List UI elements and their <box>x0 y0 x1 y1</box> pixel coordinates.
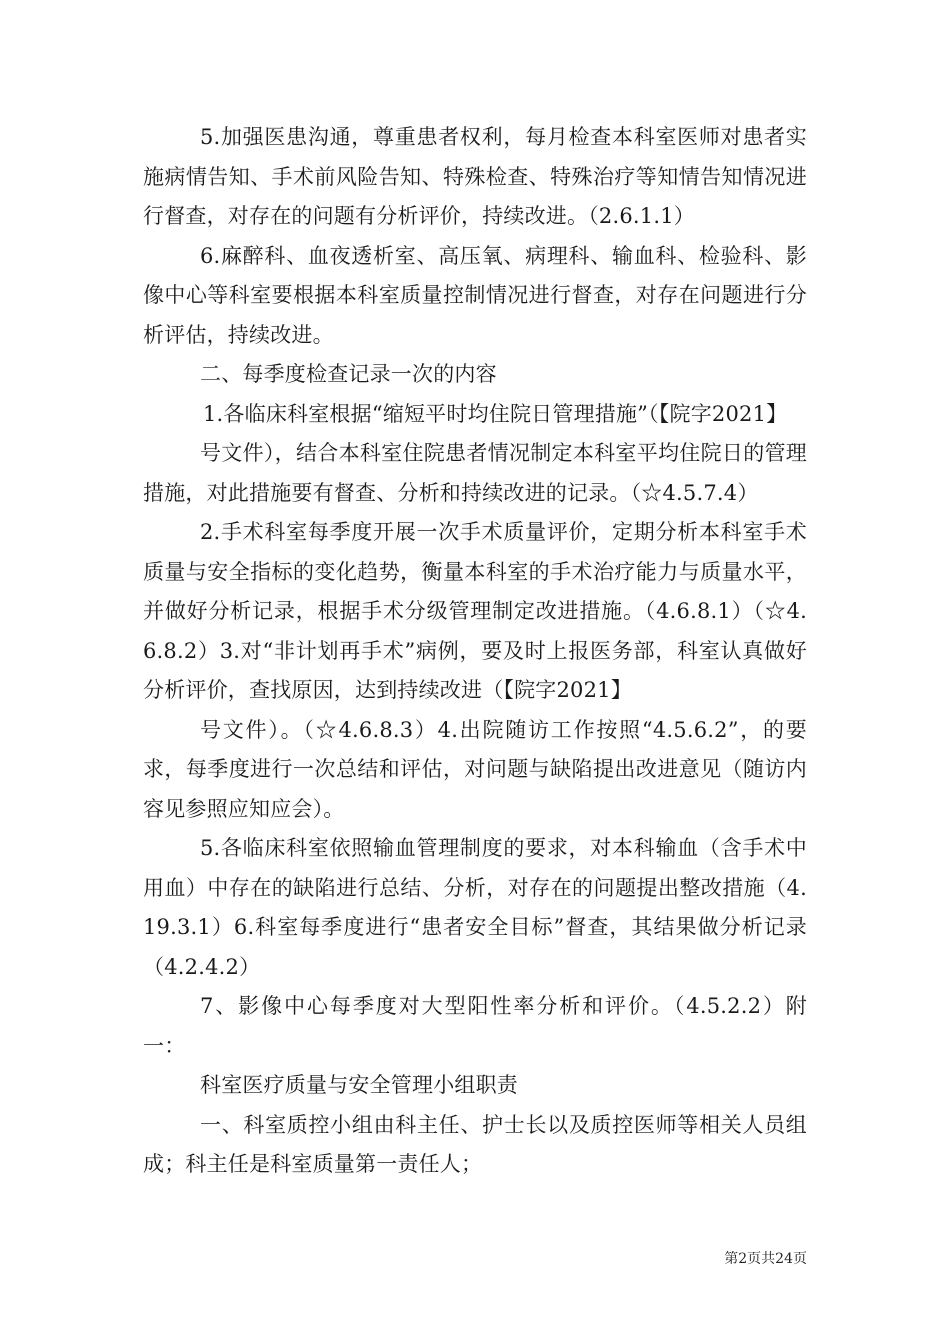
paragraph-quarterly-5-6: 5.各临床科室依照输血管理制度的要求，对本科输血（含手术中用血）中存在的缺陷进行总结、分析，对存在的问题提出整改措施（4.19.3.1）6.科室每季度进行“患者安全目标”督查，其结果做分析记录（4.2.4.2） <box>143 836 807 979</box>
appendix-title: 科室医疗质量与安全管理小组职责 <box>200 1073 518 1097</box>
paragraph-duty-1: 一、科室质控小组由科主任、护士长以及质控医师等相关人员组成；科主任是科室质量第一责任人； <box>143 1112 807 1176</box>
paragraph-quarterly-1: 1.各临床科室根据“缩短平时均住院日管理措施”（【院字2021】 <box>203 401 788 426</box>
paragraph-quarterly-7: 7、影像中心每季度对大型阳性率分析和评价。（4.5.2.2）附一： <box>143 994 807 1058</box>
paragraph-item-6: 6.麻醉科、血夜透析室、高压氧、病理科、输血科、检验科、影像中心等科室要根据本科室质量控制情况进行督查，对存在问题进行分析评估，持续改进。 <box>143 243 807 347</box>
section-heading-quarterly: 二、每季度检查记录一次的内容 <box>200 362 497 386</box>
paragraph-quarterly-2-3: 2.手术科室每季度开展一次手术质量评价，定期分析本科室手术质量与安全指标的变化趋势，衡量本科室的手术治疗能力与质量水平，并做好分析记录，根据手术分级管理制定改进措施。（4.6.8.1）（☆4.6.8.2）3.对“非计划再手术”病例，要及时上报医务部，科室认真做好分析评价，查找原因，达到持续改进（【院字2021】 <box>143 520 807 702</box>
paragraph-item-5: 5.加强医患沟通，尊重患者权利，每月检查本科室医师对患者实施病情告知、手术前风险告知、特殊检查、特殊治疗等知情告知情况进行督查，对存在的问题有分析评价，持续改进。（2.6.1.1） <box>143 125 807 228</box>
page-number: 第2页共24页 <box>724 1251 807 1267</box>
paragraph-quarterly-3-4: 号文件）。（☆4.6.8.3）4.出院随访工作按照“4.5.6.2”，的要求，每季度进行一次总结和评估，对问题与缺陷提出改进意见（随访内容见参照应知应会）。 <box>143 717 807 821</box>
document-body <box>143 118 807 1185</box>
paragraph-quarterly-1-cont: 号文件），结合本科室住院患者情况制定本科室平均住院日的管理措施，对此措施要有督查、分析和持续改进的记录。（☆4.5.7.4） <box>143 441 807 505</box>
